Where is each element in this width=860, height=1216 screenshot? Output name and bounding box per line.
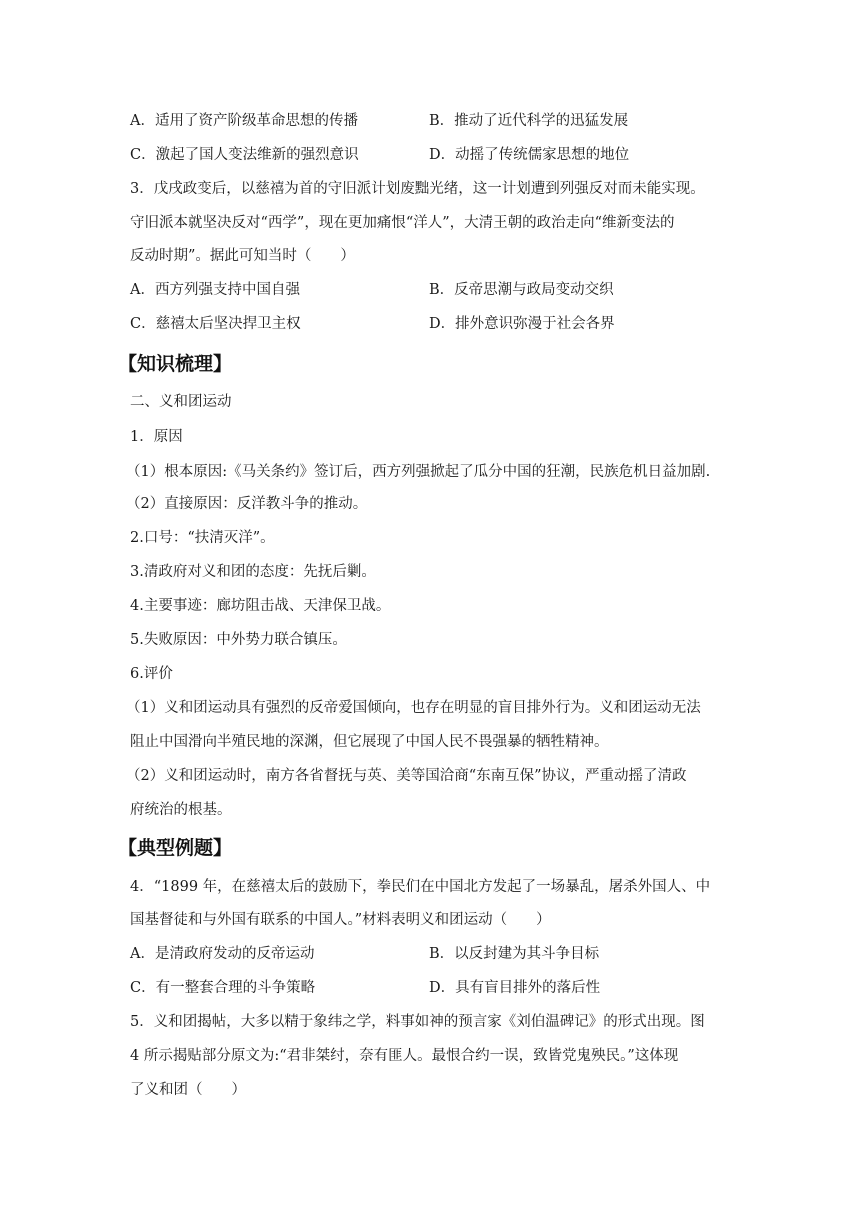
q3-option-b: B．反帝思潮与政局变动交织 — [429, 282, 614, 298]
q4-option-c: C．有一整套合理的斗争策略 — [130, 980, 316, 996]
q5-stem-line-1: 5．义和团揭帖，大多以精于象纬之学，料事如神的预言家《刘伯温碑记》的形式出现。图 — [130, 1014, 705, 1030]
q4-stem-line-1: 4．“1899 年，在慈禧太后的鼓励下，拳民们在中国北方发起了一场暴乱，屠杀外国人、中 — [130, 879, 711, 895]
slogan: 2.口号：“扶清灭洋”。 — [130, 530, 275, 546]
failure-reason: 5.失败原因：中外势力联合镇压。 — [130, 632, 347, 648]
q2-option-b: B．推动了近代科学的迅猛发展 — [429, 113, 629, 129]
q3-stem-line-2: 守旧派本就坚决反对“西学”，现在更加痛恨“洋人”，大清王朝的政治走向“维新变法的 — [130, 215, 675, 231]
evaluation-1-line-1: （1）义和团运动具有强烈的反帝爱国倾向，也存在明显的盲目排外行为。义和团运动无法 — [126, 700, 701, 716]
q3-stem-line-1: 3．戊戌政变后，以慈禧为首的守旧派计划废黜光绪，这一计划遭到列强反对而未能实现。 — [130, 181, 705, 197]
government-attitude: 3.清政府对义和团的态度：先抚后剿。 — [130, 564, 376, 580]
main-events: 4.主要事迹：廊坊阻击战、天津保卫战。 — [130, 598, 391, 614]
examples-heading: 【典型例题】 — [118, 837, 233, 859]
q3-option-c: C．慈禧太后坚决捍卫主权 — [130, 316, 301, 332]
q4-option-a: A．是清政府发动的反帝运动 — [130, 946, 315, 962]
q2-option-c: C．激起了国人变法维新的强烈意识 — [130, 147, 359, 163]
knowledge-heading: 【知识梳理】 — [118, 353, 233, 375]
cause-root: （1）根本原因:《马关条约》签订后，西方列强掀起了瓜分中国的狂潮，民族危机日益加剧. — [126, 464, 711, 480]
evaluation-2-line-2: 府统治的根基。 — [130, 802, 232, 818]
q5-stem-line-3: 了义和团（ ） — [130, 1082, 246, 1098]
evaluation-2-line-1: （2）义和团运动时，南方各省督抚与英、美等国洽商“东南互保”协议，严重动摇了清政 — [126, 768, 687, 784]
cause-title: 1．原因 — [130, 429, 183, 445]
q3-option-a: A．西方列强支持中国自强 — [130, 282, 300, 298]
q3-option-d: D．排外意识弥漫于社会各界 — [429, 316, 615, 332]
evaluation-title: 6.评价 — [130, 666, 173, 682]
evaluation-1-line-2: 阻止中国滑向半殖民地的深渊，但它展现了中国人民不畏强暴的牺牲精神。 — [130, 734, 609, 750]
q2-option-a: A．适用了资产阶级革命思想的传播 — [130, 113, 358, 129]
q4-stem-line-2: 国基督徒和与外国有联系的中国人。”材料表明义和团运动（ ） — [130, 912, 551, 928]
cause-direct: （2）直接原因：反洋教斗争的推动。 — [126, 496, 368, 512]
section-title: 二、义和团运动 — [130, 394, 232, 410]
q4-option-d: D．具有盲目排外的落后性 — [429, 980, 601, 996]
q5-stem-line-2: 4 所示揭贴部分原文为:“君非桀纣，奈有匪人。最恨合约一误，致皆党鬼殃民。”这体现 — [130, 1048, 679, 1064]
q3-stem-line-3: 反动时期”。据此可知当时（ ） — [130, 248, 355, 264]
q4-option-b: B．以反封建为其斗争目标 — [429, 946, 600, 962]
q2-option-d: D．动摇了传统儒家思想的地位 — [429, 147, 630, 163]
